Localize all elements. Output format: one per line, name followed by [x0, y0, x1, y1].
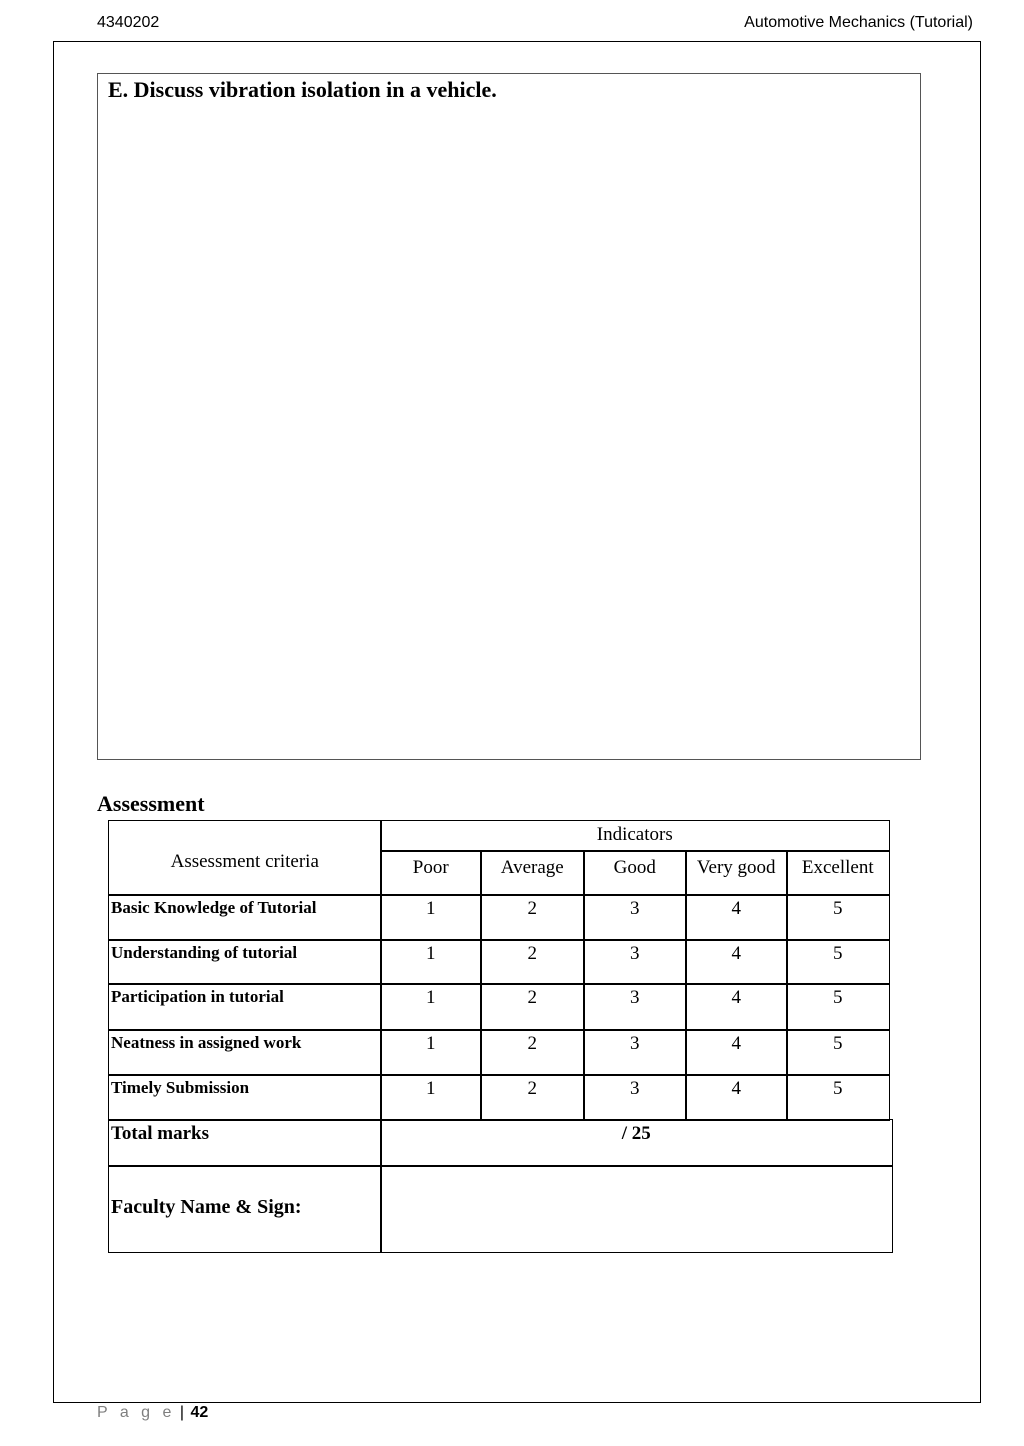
- question-text: E. Discuss vibration isolation in a vehicle.: [108, 77, 497, 102]
- criteria-header-text: Assessment criteria: [170, 851, 319, 872]
- score-cell: [786, 894, 890, 941]
- score-cell-text: 2: [527, 987, 537, 1008]
- score-cell-text: 1: [426, 1033, 436, 1054]
- criterion-cell: [108, 1029, 382, 1076]
- score-cell-text: 2: [527, 1033, 537, 1054]
- document-code: 4340202: [97, 14, 160, 31]
- score-cell-text: 4: [731, 1033, 741, 1054]
- level-header-text: Very good: [696, 857, 776, 878]
- page-label: P a g e: [97, 1404, 176, 1421]
- score-cell-text: 4: [731, 943, 741, 964]
- criterion-cell-text: Timely Submission: [111, 1078, 250, 1097]
- level-header-text: Average: [500, 857, 564, 878]
- score-cell-text: 3: [630, 898, 640, 919]
- assessment-table: [108, 820, 892, 1252]
- level-header-text: Good: [613, 857, 656, 878]
- score-cell: [583, 1029, 687, 1076]
- score-cell: [480, 1029, 585, 1076]
- score-cell-text: 4: [731, 987, 741, 1008]
- total-value-cell-text: / 25: [621, 1123, 651, 1144]
- score-cell-text: 5: [833, 1033, 843, 1054]
- score-cell: [786, 983, 890, 1031]
- page-footer: [97, 1403, 208, 1423]
- score-cell: [685, 1074, 788, 1121]
- score-cell-text: 5: [833, 898, 843, 919]
- criterion-cell: [108, 894, 382, 941]
- score-cell: [380, 1029, 482, 1076]
- score-cell: [786, 1074, 890, 1121]
- level-header: [480, 850, 585, 896]
- score-cell-text: 1: [426, 943, 436, 964]
- indicators-header-text: Indicators: [596, 824, 673, 845]
- score-cell: [786, 939, 890, 985]
- score-cell: [583, 1074, 687, 1121]
- score-cell: [685, 1029, 788, 1076]
- score-cell: [480, 1074, 585, 1121]
- total-label-cell-text: Total marks: [111, 1123, 210, 1144]
- score-cell: [380, 983, 482, 1031]
- score-cell-text: 5: [833, 987, 843, 1008]
- score-cell: [480, 939, 585, 985]
- document-subject: Automotive Mechanics (Tutorial): [744, 14, 973, 31]
- score-cell: [786, 1029, 890, 1076]
- total-label-cell: [108, 1119, 382, 1167]
- assessment-title: Assessment: [97, 791, 205, 816]
- score-cell-text: 1: [426, 898, 436, 919]
- criterion-cell: [108, 983, 382, 1031]
- score-cell-text: 5: [833, 943, 843, 964]
- score-cell: [583, 939, 687, 985]
- score-cell-text: 3: [630, 1033, 640, 1054]
- score-cell-text: 3: [630, 1078, 640, 1099]
- total-value-cell: [380, 1119, 893, 1167]
- faculty-label-cell-text: Faculty Name & Sign:: [111, 1196, 302, 1218]
- faculty-label-cell: [108, 1165, 382, 1253]
- score-cell: [380, 939, 482, 985]
- indicators-header: [380, 820, 890, 852]
- score-cell-text: 1: [426, 1078, 436, 1099]
- criterion-cell: [108, 1074, 382, 1121]
- score-cell-text: 5: [833, 1078, 843, 1099]
- level-header: [380, 850, 482, 896]
- score-cell-text: 4: [731, 898, 741, 919]
- score-cell: [380, 1074, 482, 1121]
- level-header-text: Excellent: [801, 857, 874, 878]
- score-cell-text: 3: [630, 987, 640, 1008]
- criterion-cell-text: Neatness in assigned work: [111, 1033, 302, 1052]
- page-separator: |: [179, 1404, 185, 1421]
- level-header: [685, 850, 788, 896]
- score-cell: [685, 983, 788, 1031]
- score-cell-text: 4: [731, 1078, 741, 1099]
- score-cell-text: 1: [426, 987, 436, 1008]
- page-number: 42: [190, 1404, 209, 1421]
- criterion-cell-text: Basic Knowledge of Tutorial: [111, 898, 317, 917]
- score-cell: [480, 894, 585, 941]
- criterion-cell-text: Participation in tutorial: [111, 987, 284, 1006]
- score-cell-text: 2: [527, 943, 537, 964]
- faculty-sign-cell: [380, 1165, 893, 1253]
- criteria-header: [108, 820, 382, 896]
- level-header: [583, 850, 687, 896]
- level-header: [786, 850, 890, 896]
- score-cell: [685, 894, 788, 941]
- score-cell: [583, 894, 687, 941]
- score-cell-text: 2: [527, 898, 537, 919]
- criterion-cell-text: Understanding of tutorial: [111, 943, 298, 962]
- level-header-text: Poor: [412, 857, 449, 878]
- criterion-cell: [108, 939, 382, 985]
- score-cell: [583, 983, 687, 1031]
- answer-box: [97, 73, 921, 760]
- score-cell: [480, 983, 585, 1031]
- score-cell-text: 2: [527, 1078, 537, 1099]
- score-cell-text: 3: [630, 943, 640, 964]
- score-cell: [685, 939, 788, 985]
- score-cell: [380, 894, 482, 941]
